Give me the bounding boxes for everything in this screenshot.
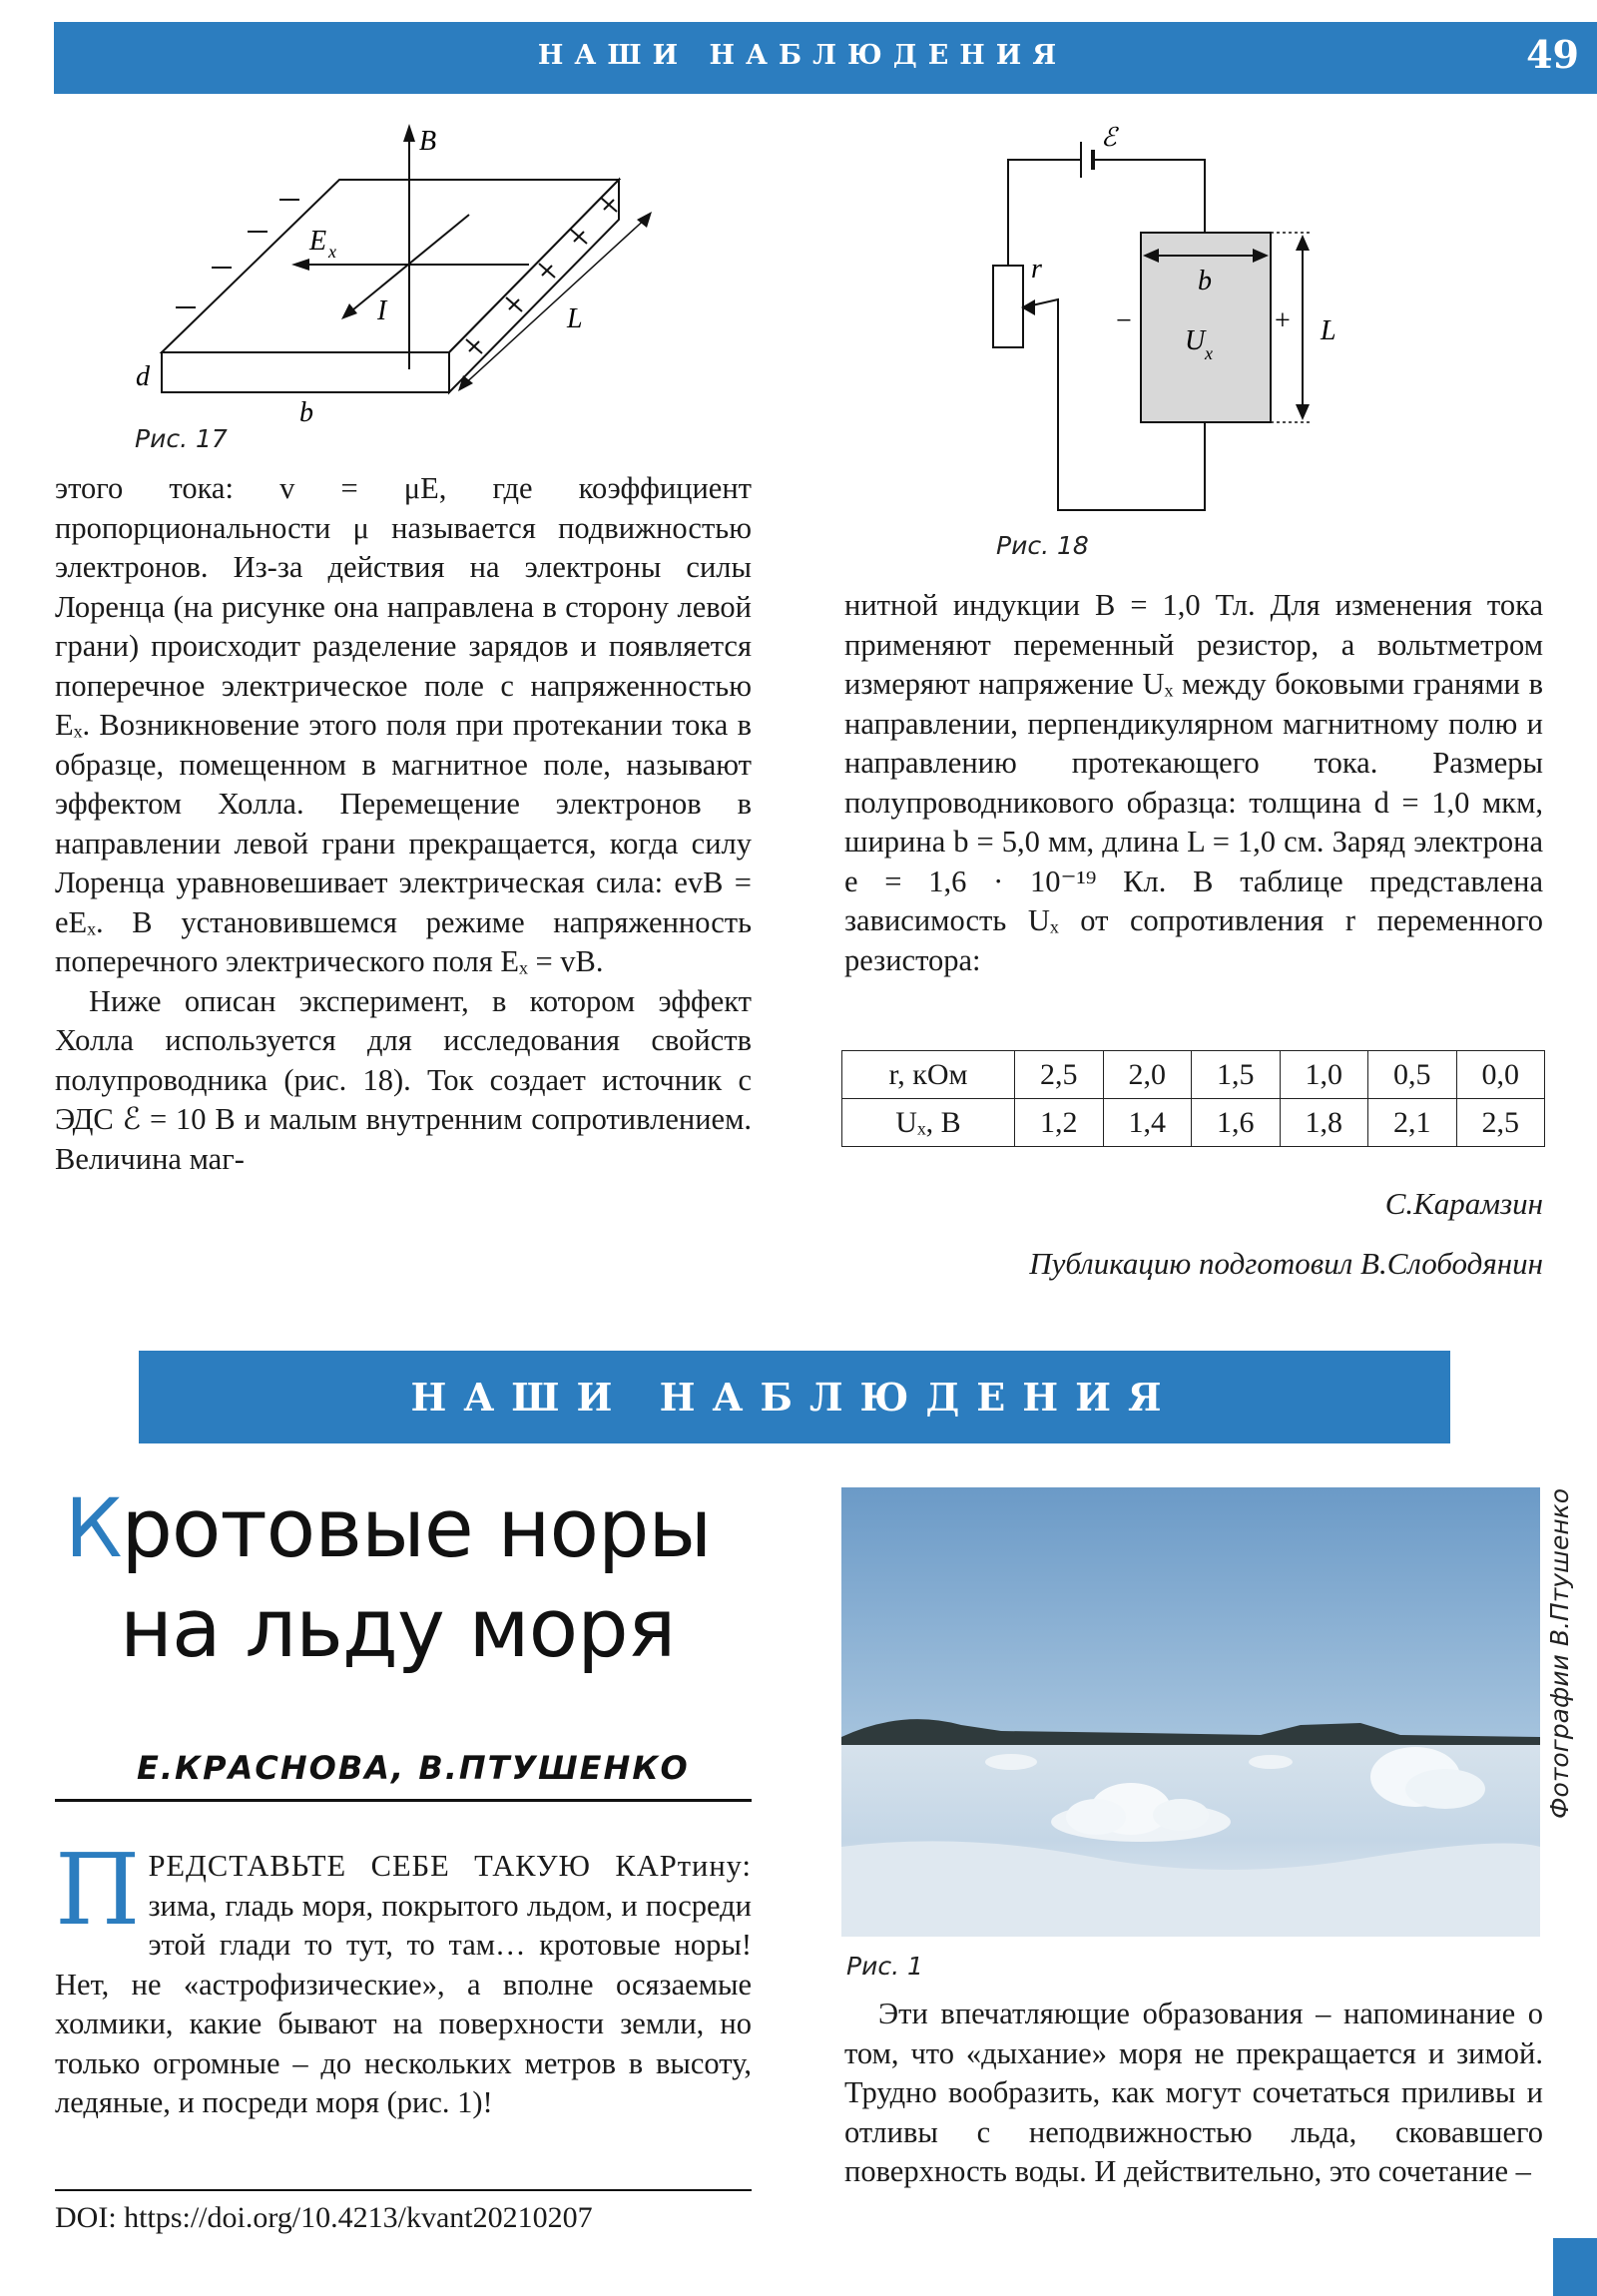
paragraph: нитной индукции B = 1,0 Тл. Для изменения тока применяют переменный резистор, а вольтметром измеряют напряжение Uₓ между боковыми гранями в направлении, перпендикулярном магнитному полю и направлению протекающего тока. Размеры полупроводникового образца: толщина d = 1,0 мкм, ширина b = 5,0 мм, длина L = 1,0 см. Заряд электрона e = 1,6 · 10⁻¹⁹ Кл. В таблице представлена зависимость Uₓ от сопротивления r переменного резистора:	[844, 588, 1543, 977]
table-cell: 1,4	[1103, 1099, 1192, 1147]
label-Ex: E	[309, 226, 327, 257]
doi-link[interactable]: DOI: https://doi.org/10.4213/kvant20210207	[55, 2201, 593, 2234]
label-Ux-sub: x	[1205, 343, 1213, 363]
table-cell: 1,2	[1015, 1099, 1104, 1147]
divider	[55, 2189, 752, 2191]
table-cell: 0,5	[1368, 1051, 1457, 1099]
page-header	[54, 22, 1597, 94]
label-Ux: U	[1185, 325, 1206, 356]
section-band: НАШИ НАБЛЮДЕНИЯ	[139, 1351, 1450, 1443]
table-row	[842, 1099, 1545, 1147]
page-edge-marker	[1553, 2238, 1597, 2296]
article-intro	[55, 1834, 752, 2123]
divider	[55, 1799, 752, 1802]
paragraph	[55, 1834, 752, 2123]
left-column	[55, 469, 752, 1179]
paragraph: этого тока: v = μE, где коэффициент пропорциональности μ называется подвижностью электронов. Из-за действия на электроны силы Лоренца (на рисунке она направлена в сторону левой грани) происходит разделение зарядов и появляется поперечное электрическое поле с напряженностью Eₓ. Возникновение этого поля при протекании тока в образце, помещенном в магнитное поле, называют эффектом Холла. Перемещение электронов в направлении левой грани прекращается, когда силу Лоренца уравновешивает электрическая сила: evB = eEₓ. В установившемся режиме напряженность поперечного электрического поля Eₓ = vB.	[55, 471, 752, 978]
prepared-by: Публикацию подготовил В.Слободянин	[1029, 1246, 1543, 1281]
page-number: 49	[1526, 32, 1579, 77]
title-line2: на льду моря	[120, 1582, 676, 1676]
figure-17-caption: Рис. 17	[135, 424, 228, 453]
right-column	[844, 586, 1543, 980]
table-cell: 2,1	[1368, 1099, 1457, 1147]
label-I: I	[377, 295, 387, 326]
label-B: B	[419, 126, 437, 157]
label-d: d	[136, 361, 150, 392]
figure-18	[983, 118, 1342, 517]
table-cell: 1,8	[1280, 1099, 1368, 1147]
label-L: L	[1321, 315, 1336, 346]
photo-image	[841, 1487, 1540, 1937]
intro-caps: РЕДСТАВЬТЕ СЕБЕ ТАКУЮ КАРтину:	[148, 1849, 752, 1883]
label-r: r	[1031, 254, 1042, 285]
table-cell: 1,5	[1192, 1051, 1281, 1099]
figure-17	[136, 120, 669, 428]
photo-sea-ice	[841, 1487, 1540, 1937]
table-cell: 0,0	[1456, 1051, 1545, 1099]
label-emf: ℰ	[1101, 123, 1117, 153]
label-minus: −	[1116, 305, 1132, 336]
label-plus: +	[1275, 305, 1291, 336]
intro-text: зима, гладь моря, покрытого льдом, и посреди этой глади то тут, то там… кротовые норы! Нет, не «астрофизические», а вполне осязаемые холмики, какие бывают на поверхности земли, но только огромные – до нескольких метров в высоту, ледяные, и посреди моря (рис. 1)!	[55, 1888, 752, 2119]
label-b: b	[1198, 266, 1212, 296]
data-table	[841, 1050, 1545, 1147]
label-b: b	[299, 397, 313, 428]
photo-caption: Рис. 1	[846, 1952, 923, 1981]
photo-credit: Фотографии В.Птушенко	[1545, 1487, 1574, 1819]
author-signature: С.Карамзин	[1384, 1186, 1543, 1221]
title-first-letter: К	[65, 1482, 122, 1576]
article-right-column	[844, 1995, 1543, 2192]
drop-cap: П	[55, 1834, 141, 1948]
table-cell: 1,6	[1192, 1099, 1281, 1147]
table-cell: Uₓ, В	[842, 1099, 1015, 1147]
table-cell: 2,0	[1103, 1051, 1192, 1099]
figure-18-caption: Рис. 18	[996, 531, 1089, 560]
title-line1: ротовые норы	[121, 1482, 712, 1576]
table-cell: 2,5	[1456, 1099, 1545, 1147]
article-authors: Е.КРАСНОВА, В.ПТУШЕНКО	[137, 1749, 690, 1787]
table-cell: r, кОм	[842, 1051, 1015, 1099]
label-Ex-sub: x	[328, 242, 336, 262]
table-row	[842, 1051, 1545, 1099]
label-L: L	[567, 303, 583, 334]
table-cell: 1,0	[1280, 1051, 1368, 1099]
table-cell: 2,5	[1015, 1051, 1104, 1099]
section-title: НАШИ НАБЛЮДЕНИЯ	[537, 40, 1068, 71]
paragraph: Ниже описан эксперимент, в котором эффект Холла используется для исследования свойств полупроводника (рис. 18). Ток создает источник с ЭДС ℰ = 10 В и малым внутренним сопротивлением. Величина маг-	[55, 983, 752, 1176]
article-title	[65, 1479, 764, 1679]
paragraph: Эти впечатляющие образования – напоминание о том, что «дыхание» моря не прекращается и зимой. Трудно вообразить, как могут сочетаться приливы и отливы с неподвижностью льда, сковавшего поверхность воды. И действительно, это сочетание –	[844, 1997, 1543, 2188]
